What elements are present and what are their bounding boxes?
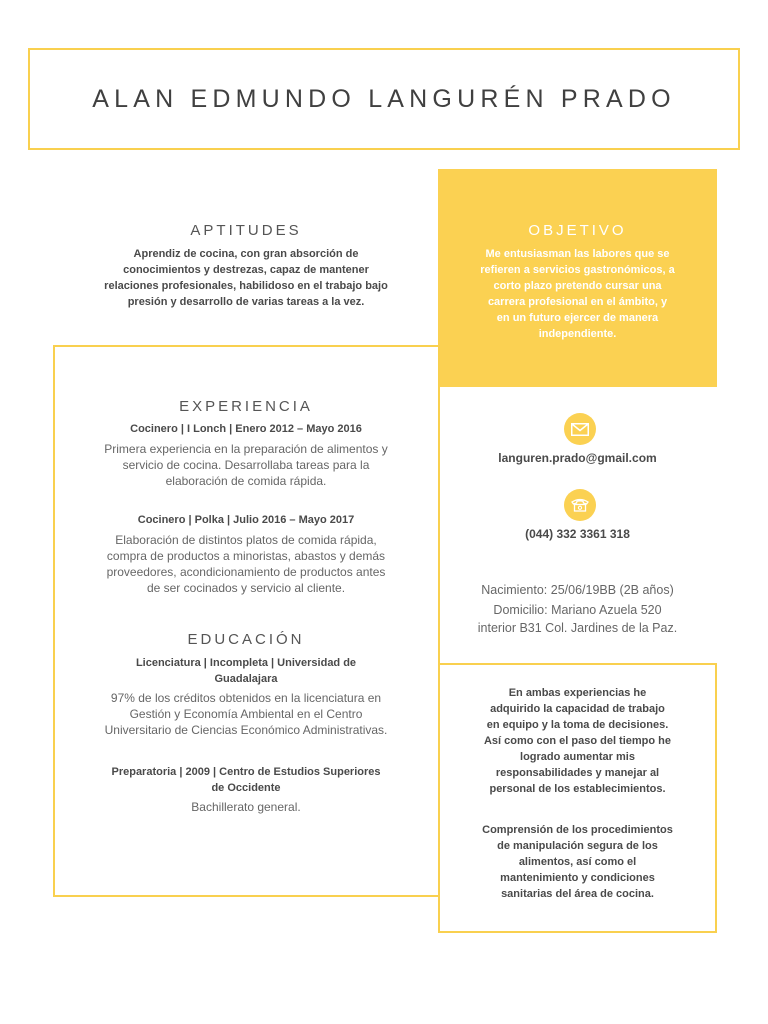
achievements-paragraph-1: En ambas experiencias he adquirido la capacidad de trabajo en equipo y la toma de decisiones. Así como con el paso del tiempo he logrado aumentar mis responsabilidades y manejar al personal de los establecimientos.: [483, 687, 672, 795]
telephone-icon: [564, 489, 596, 521]
objetivo-title: OBJETIVO: [528, 222, 627, 239]
education-1-description: 97% de los créditos obtenidos en la licenciatura en Gestión y Economía Ambiental en el Centro Universitario de Ciencias Económico Administrativas.: [104, 691, 388, 737]
birth-info: Nacimiento: 25/06/19BB (2B años): [481, 583, 674, 597]
education-2-heading: Preparatoria | 2009 | Centro de Estudios Superiores de Occidente: [111, 766, 381, 794]
address-info: Domicilio: Mariano Azuela 520 interior B31 Col. Jardines de la Paz.: [477, 603, 678, 635]
aptitudes-text: Aprendiz de cocina, con gran absorción de conocimientos y destrezas, capaz de mantener relaciones profesionales, habilidoso en el trabajo bajo presión y desarrollo de varias tareas a la vez.: [104, 248, 388, 308]
header-box: [28, 48, 740, 150]
job-2-heading: Cocinero | Polka | Julio 2016 – Mayo 2017: [137, 514, 355, 526]
candidate-name: ALAN EDMUNDO LANGURÉN PRADO: [92, 84, 676, 113]
job-1-heading: Cocinero | I Lonch | Enero 2012 – Mayo 2016: [130, 423, 362, 435]
achievements-paragraph-2: Comprensión de los procedimientos de manipulación segura de los alimentos, así como el mantenimiento y condiciones sanitarias del área de cocina.: [482, 824, 673, 900]
email[interactable]: languren.prado@gmail.com: [498, 451, 657, 465]
job-2-description: Elaboración de distintos platos de comida rápida, compra de productos a minoristas, abastos y demás proveedores, acondicionamiento de productos antes de ser cocinados y servicio al cliente.: [106, 533, 386, 595]
educacion-title: EDUCACIÓN: [187, 631, 305, 648]
education-2-description: Bachillerato general.: [191, 800, 301, 814]
aptitudes-title: APTITUDES: [190, 222, 302, 239]
envelope-icon: [564, 413, 596, 445]
education-1-heading: Licenciatura | Incompleta | Universidad de Guadalajara: [135, 657, 357, 685]
phone[interactable]: (044) 332 3361 318: [525, 527, 630, 541]
objetivo-text: Me entusiasman las labores que se refieren a servicios gastronómicos, a corto plazo pretendo cursar una carrera profesional en el ámbito, y en un futuro ejercer de manera independiente.: [480, 248, 675, 340]
experiencia-title: EXPERIENCIA: [179, 398, 313, 415]
job-1-description: Primera experiencia en la preparación de alimentos y servicio de cocina. Desarrollaba tareas para la elaboración de comida rápida.: [104, 442, 388, 488]
